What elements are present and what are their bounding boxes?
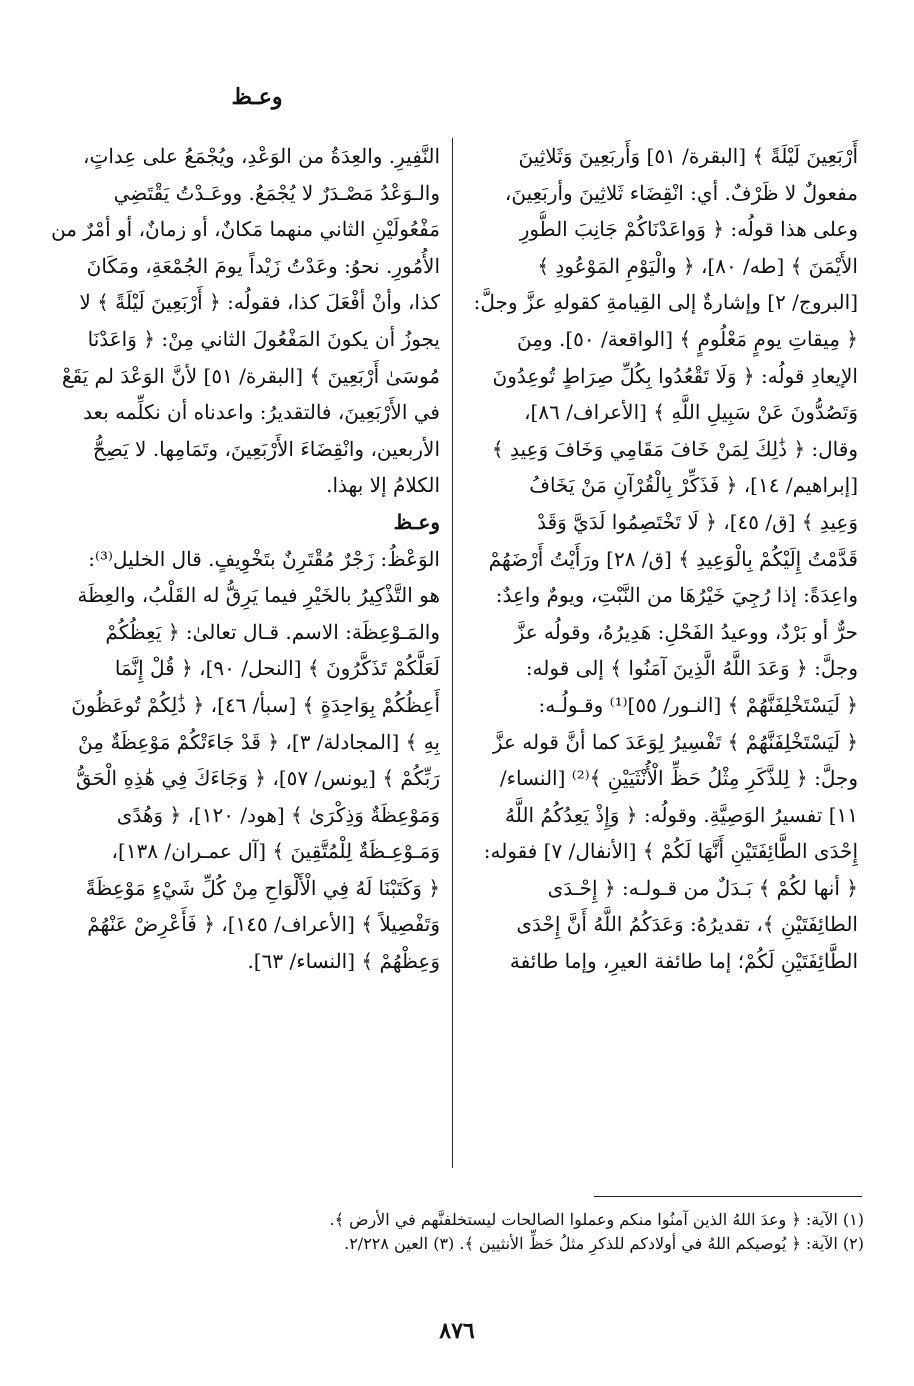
column-divider <box>452 138 453 1168</box>
left-column <box>42 138 440 980</box>
text-line: كذا، وأنْ أفْعَلَ كذا، فقولُه: ﴿ أَرْبَعِينَ لَيْلَةً ﴾ لا <box>79 290 440 315</box>
footnote-2: (٢) الآية: ﴿ يُوصيكم اللهُ في أولادكم للذكرِ مثلُ حَظِّ الأنثيين ﴾. (٣) العين ٢/٢٢٨. <box>344 1234 864 1253</box>
text-line: وَتَفْصِيلاً ﴾ [الأعراف/ ١٤٥]، ﴿ فَأَعْرِضْ عَنْهُمْ <box>87 912 440 937</box>
text-line: حرٌّ أو بَرْدٌ، ووعيدُ الفَحْلِ: هَدِيرُهُ، وقولُه عزَّ <box>514 619 858 644</box>
text-line: لَعَلَّكُمْ تَذَكَّرُونَ ﴾ [النحل/ ٩٠]، ﴿ قُلْ إِنَّمَا <box>114 656 440 681</box>
text-line: وَتَصُدُّونَ عَنْ سَبِيلِ اللَّهِ ﴾ [الأعراف/ ٨٦]، <box>524 400 858 425</box>
text-line: الطَّائِفَتَيْنِ لَكُمْ؛ إما طائفة العيرِ، وإما طائفة <box>509 949 858 974</box>
text-line: إِحْدَى الطَّائِفَتَيْنِ أَنَّهَا لَكُمْ ﴾ [الأنفال/ ٧] فقوله: <box>483 839 858 864</box>
text-line: هو التَّذْكِيرُ بالخَيْرِ فيما يَرِقُّ له القَلْبُ، والعِظَة <box>77 583 440 608</box>
text-line: مفعولٌ لا ظَرْفٌ. أي: انْقِضَاء ثَلاثِينَ وأربَعِينَ، <box>504 180 858 205</box>
text-line: وقال: ﴿ ذَٰلِكَ لِمَنْ خَافَ مَقَامِي وَخَافَ وَعِيدِ ﴾ <box>491 436 858 461</box>
footnote-divider <box>594 1196 862 1197</box>
text-line: مَفْعُولَيْنِ الثاني منهما مَكانٌ، أو زمانٌ، أو أمْرٌ من <box>51 217 440 242</box>
text-line: أَعِظُكُمْ بِوَاحِدَةٍ ﴾ [سبأ/ ٤٦]، ﴿ ذَٰلِكُمْ تُوعَظُونَ <box>71 692 440 717</box>
text-line: مُوسَىٰ أَرْبَعِينَ ﴾ [البقرة/ ٥١] لأنَّ الوَعْدَ لم يَقَعْ <box>61 363 440 388</box>
text-line: وَمَـوْعِـظَةٌ لِلْمُتَّقِينَ ﴾ [آل عمـران/ ١٣٨]، <box>111 839 440 864</box>
text-line: وعلى هذا قولُه: ﴿ وَواعَدْنَاكُمْ جَانِبَ الطُّورِ <box>519 217 858 242</box>
text-line: ﴿ لَيَسْتَخْلِفَنَّهُمْ ﴾ تَفْسِيرُ لِوَعَدَ كما أنَّ قوله عزَّ <box>492 729 858 754</box>
text-line: وَعِظْهُمْ ﴾ [النساء/ ٦٣]. <box>247 949 440 974</box>
text-line: يجوزُ أن يكونَ المَفْعُولَ الثاني مِنْ: ﴿ وَاعَدْنَا <box>87 326 440 351</box>
text-line: أَرْبَعِينَ لَيْلَةً ﴾ [البقرة/ ٥١] وَأَربَعِينَ وَثَلاثِينَ <box>518 144 858 168</box>
text-line: وجلَّ: ﴿ وَعَدَ اللَّهُ الَّذِينَ آمَنُوا ﴾ إلى قوله: <box>525 656 858 681</box>
text-line: في الأَرْبَعِينَ، فالتقديرُ: واعدناه أن نكلِّمه بعد <box>83 400 440 425</box>
right-column <box>460 138 858 980</box>
text-line: الأَيْمَنَ ﴾ [طه/ ٨٠]، ﴿ والْيَوْمِ المَوْعُودِ ﴾ <box>537 253 858 278</box>
text-line: رَبِّكُمْ ﴾ [يونس/ ٥٧]، ﴿ وَجَاءَكَ فِي هَٰذِهِ الْحَقُّ <box>75 766 440 791</box>
text-line: واعِدَةً: إذا رُجِيَ خَيْرُهَا من النَّبْتِ، ويومٌ واعِدٌ: <box>495 583 858 608</box>
text-line: ﴿ وَكَتَبْنَا لَهُ فِي الْأَلْوَاحِ مِنْ كُلِّ شَيْءٍ مَوْعِظَةً <box>85 875 440 900</box>
text-line: الأربعين، وانْقِضَاءَ الأَرْبَعِينَ، وتَمَامِها. لا يَصِحُّ <box>92 436 440 461</box>
text-line: بِهِ ﴾ [المجادلة/ ٣]، ﴿ قَدْ جَاءَتْكُمْ مَوْعِظَةٌ مِنْ <box>78 729 440 754</box>
text-line: وجلَّ: ﴿ لِلذَّكَرِ مِثْلُ حَظِّ الْأُنْثَيَيْنِ ﴾⁽²⁾ [النساء/ <box>499 766 858 791</box>
section-title: وعـظ <box>393 509 440 534</box>
text-line: وَمَوْعِظَةٌ وَذِكْرَىٰ ﴾ [هود/ ١٢٠]، ﴿ وَهُدًى <box>116 802 440 827</box>
text-line: ﴿ أنها لكُمْ ﴾ بَـدَلٌ من قـولـه: ﴿ إِحْـدَى <box>547 875 858 900</box>
text-line: ﴿ لَيَسْتَخْلِفَنَّهُمْ ﴾ [النـور/ ٥٥]⁽¹⁾ وقـولُـه: <box>538 692 858 717</box>
text-line: وَعِيدِ ﴾ [ق/ ٤٥]، ﴿ لَا تَخْتَصِمُوا لَدَيَّ وَقَدْ <box>537 509 858 534</box>
text-line: الطائِفَتَيْنِ ﴾، تقديرُهُ: وَعَدَكُمُ اللَّهُ أَنَّ إِحْدَى <box>516 912 858 937</box>
text-line: الوَعْظُ: زَجْرٌ مُقْتَرِنٌ بتَخْوِيفٍ. قال الخليل⁽³⁾: <box>88 546 440 571</box>
text-line: قَدَّمْتُ إِلَيْكُمْ بِالْوَعِيدِ ﴾ [ق/ ٢٨] ورَأَيْتُ أَرْضَهُمْ <box>488 546 858 571</box>
text-line: ١١] تفسيرُ الوَصِيَّةِ. وقولُه: ﴿ وَإِذْ يَعِدُكُمُ اللَّهُ <box>505 802 858 827</box>
text-line: الأُمُورِ. نحوُ: وعَدْتُ زَيْداً يومَ الجُمْعَةِ، ومَكَانَ <box>86 253 440 278</box>
footnotes <box>44 1208 864 1256</box>
text-line: الإيعادِ قولُه: ﴿ وَلَا تَقْعُدُوا بِكُلِّ صِرَاطٍ تُوعِدُونَ <box>492 363 858 388</box>
text-line: الكلامُ إلا بهذا. <box>326 473 440 498</box>
text-line: ﴿ مِيقاتِ يومٍ مَعْلُومٍ ﴾ [الواقعة/ ٥٠]. ومِنَ <box>517 326 858 351</box>
page-number: ٨٧٦ <box>439 1318 475 1344</box>
text-line: [البروج/ ٢] وإشارةٌ إلى القِيامةِ كقولهِ عزَّ وجلَّ: <box>473 290 858 315</box>
text-line: [إبراهيم/ ١٤]، ﴿ فَذَكِّرْ بِالْقُرْآنِ مَنْ يَخَافُ <box>529 473 858 498</box>
text-line: والمَـوْعِظَة: الاسم. قـال تعالىٰ: ﴿ يَعِظُكُمْ <box>105 619 440 644</box>
text-line: النَّفِيرِ. والعِدَةُ من الوَعْدِ، ويُجْمَعُ على عِداتٍ، <box>83 144 440 168</box>
footnote-1: (١) الآية: ﴿ وعدَ اللهُ الذين آمنُوا منكم وعملوا الصالحات ليستخلفنَّهم في الأرض ﴾. <box>329 1210 864 1229</box>
header-title: وعـظ <box>231 84 283 110</box>
text-line: والـوَعْدُ مَصْـدَرٌ لا يُجْمَعُ. ووعَـدْتُ يَقْتَضِي <box>113 180 440 205</box>
page-header <box>0 84 914 110</box>
